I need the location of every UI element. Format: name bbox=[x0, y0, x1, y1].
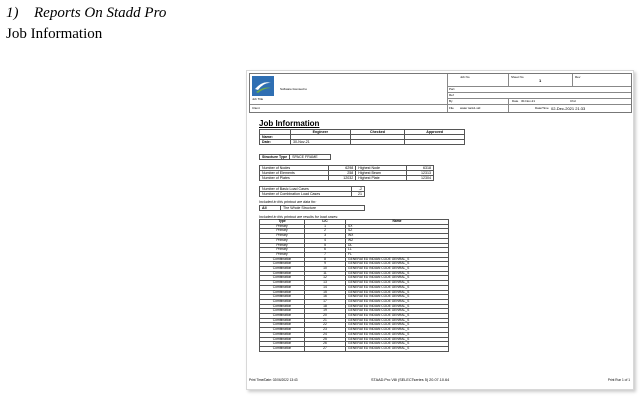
lc-number-cell: 16 bbox=[305, 295, 346, 300]
datetime-value: 02-Dec-2021 21:33 bbox=[551, 106, 586, 111]
lc-type-cell: Combination bbox=[260, 262, 305, 267]
count-value: 12032 bbox=[328, 176, 355, 181]
lc-name-cell: GENERATED INDIAN CODE GENRAL_S bbox=[346, 323, 449, 328]
by-label: By bbox=[449, 99, 453, 103]
approved-cell bbox=[405, 140, 465, 145]
lc-name-cell: WZ bbox=[346, 238, 449, 243]
structure-type-table bbox=[259, 154, 331, 160]
lc-name-cell: GENERATED INDIAN CODE GENRAL_S bbox=[346, 332, 449, 337]
lc-name-cell: GENERATED INDIAN CODE GENRAL_S bbox=[346, 342, 449, 347]
lc-type-cell: Primary bbox=[260, 252, 305, 257]
job-title-label: Job Title bbox=[252, 97, 264, 101]
part-label: Part bbox=[449, 87, 455, 91]
lc-name-cell: SZ bbox=[346, 229, 449, 234]
load-case-table bbox=[259, 219, 449, 352]
count-label: Number of Elements bbox=[260, 171, 329, 176]
client-label: Client bbox=[252, 106, 260, 110]
lc-type-cell: Combination bbox=[260, 314, 305, 319]
lc-number-cell: 12 bbox=[305, 276, 346, 281]
lc-name-cell: GENERATED INDIAN CODE GENRAL_S bbox=[346, 295, 449, 300]
header-divider bbox=[508, 74, 509, 86]
lc-type-cell: Combination bbox=[260, 318, 305, 323]
lc-name-cell: GENERATED INDIAN CODE GENRAL_S bbox=[346, 257, 449, 262]
table-header: Type bbox=[260, 220, 305, 225]
lc-type-cell: Primary bbox=[260, 234, 305, 239]
included-data-value: The Whole Structure bbox=[281, 206, 365, 211]
job-info-table bbox=[259, 129, 465, 145]
lc-number-cell: 14 bbox=[305, 285, 346, 290]
lc-number-cell: 7 bbox=[305, 252, 346, 257]
lc-name-cell: GENERATED INDIAN CODE GENRAL_S bbox=[346, 281, 449, 286]
lc-type-cell: Combination bbox=[260, 281, 305, 286]
count-label: Highest Plate bbox=[356, 176, 406, 181]
lc-type-cell: Combination bbox=[260, 323, 305, 328]
lc-name-cell: GENERATED INDIAN CODE GENRAL_S bbox=[346, 262, 449, 267]
lc-name-cell: SX bbox=[346, 224, 449, 229]
table-row bbox=[260, 140, 465, 145]
footer-center: STAAD.Pro V8i (SELECTseries 5) 20.07.10.64 bbox=[371, 378, 450, 382]
load-cases-count-table bbox=[259, 186, 365, 197]
table-header: L/C bbox=[305, 220, 346, 225]
count-label: Number of Plates bbox=[260, 176, 329, 181]
lc-name-cell: GENERATED INDIAN CODE GENRAL_S bbox=[346, 309, 449, 314]
lc-number-cell: 15 bbox=[305, 290, 346, 295]
lc-number-cell: 13 bbox=[305, 281, 346, 286]
lc-number-cell: 22 bbox=[305, 323, 346, 328]
date-value: 30-Nov-21 bbox=[521, 99, 536, 103]
lc-type-cell: Combination bbox=[260, 285, 305, 290]
count-value: 6298 bbox=[328, 166, 355, 171]
included-data-note: Included in this printout are data for: bbox=[259, 200, 317, 204]
count-value: 258 bbox=[328, 171, 355, 176]
sheet-no-label: Sheet No bbox=[511, 75, 524, 79]
load-count-value: 21 bbox=[351, 192, 364, 197]
row-label: Name: bbox=[260, 135, 291, 140]
software-licensed-label: Software licensed to bbox=[280, 87, 308, 91]
header-divider bbox=[447, 74, 448, 112]
lc-number-cell: 8 bbox=[305, 257, 346, 262]
included-data-label: All bbox=[260, 206, 281, 211]
footer-right: Print Run 1 of 1 bbox=[607, 378, 630, 382]
lc-number-cell: 27 bbox=[305, 346, 346, 351]
lc-name-cell: GENERATED INDIAN CODE GENRAL_S bbox=[346, 290, 449, 295]
report-page bbox=[246, 70, 634, 390]
table-row bbox=[260, 206, 365, 211]
footer-left: Print Time/Date: 02/06/2022 13:43 bbox=[249, 378, 298, 382]
lc-number-cell: 19 bbox=[305, 309, 346, 314]
section-number: 1) bbox=[6, 5, 19, 21]
header-divider bbox=[447, 98, 631, 99]
section-heading bbox=[6, 5, 166, 22]
ref-label: Ref bbox=[449, 93, 454, 97]
lc-type-cell: Combination bbox=[260, 304, 305, 309]
table-row bbox=[260, 192, 365, 197]
rev-label: Rev bbox=[575, 75, 581, 79]
lc-type-cell: Primary bbox=[260, 224, 305, 229]
table-row bbox=[260, 346, 449, 351]
included-data-table bbox=[259, 205, 365, 211]
lc-type-cell: Combination bbox=[260, 257, 305, 262]
staad-logo-icon bbox=[252, 76, 274, 96]
lc-type-cell: Primary bbox=[260, 243, 305, 248]
lc-number-cell: 3 bbox=[305, 234, 346, 239]
lc-name-cell: GENERATED INDIAN CODE GENRAL_S bbox=[346, 337, 449, 342]
lc-name-cell: GENERATED INDIAN CODE GENRAL_S bbox=[346, 318, 449, 323]
header-divider bbox=[572, 74, 573, 86]
table-header: Engineer bbox=[291, 130, 351, 135]
lc-number-cell: 2 bbox=[305, 229, 346, 234]
lc-type-cell: Primary bbox=[260, 248, 305, 253]
lc-number-cell: 5 bbox=[305, 243, 346, 248]
lc-name-cell: GENERATED INDIAN CODE GENRAL_S bbox=[346, 299, 449, 304]
lc-type-cell: Combination bbox=[260, 276, 305, 281]
lc-number-cell: 11 bbox=[305, 271, 346, 276]
count-label: Highest Node bbox=[356, 166, 406, 171]
lc-name-cell: GENERATED INDIAN CODE GENRAL_S bbox=[346, 285, 449, 290]
file-value: water tank1.std bbox=[460, 106, 481, 110]
counts-table bbox=[259, 165, 434, 181]
count-value: 12313 bbox=[406, 171, 433, 176]
lc-name-cell: FL bbox=[346, 252, 449, 257]
engineer-cell: 30-Nov-21 bbox=[291, 140, 351, 145]
lc-type-cell: Combination bbox=[260, 346, 305, 351]
structure-type-label: Structure Type bbox=[260, 155, 290, 160]
lc-name-cell: GENERATED INDIAN CODE GENRAL_S bbox=[346, 304, 449, 309]
lc-type-cell: Combination bbox=[260, 332, 305, 337]
lc-name-cell: GENERATED INDIAN CODE GENRAL_S bbox=[346, 314, 449, 319]
header-divider bbox=[250, 104, 631, 105]
section-title: Reports On Stadd Pro bbox=[34, 5, 167, 21]
structure-type-value: SPACE FRAME bbox=[290, 155, 331, 160]
lc-number-cell: 23 bbox=[305, 328, 346, 333]
header-divider bbox=[447, 92, 631, 93]
lc-name-cell: GENERATED INDIAN CODE GENRAL_S bbox=[346, 346, 449, 351]
report-title: Job Information bbox=[259, 119, 320, 128]
lc-name-cell: LL bbox=[346, 248, 449, 253]
lc-number-cell: 21 bbox=[305, 318, 346, 323]
lc-name-cell: GENERATED INDIAN CODE GENRAL_S bbox=[346, 271, 449, 276]
datetime-label: Date/Time bbox=[535, 106, 549, 110]
lc-number-cell: 25 bbox=[305, 337, 346, 342]
lc-type-cell: Combination bbox=[260, 342, 305, 347]
count-value: 12304 bbox=[406, 176, 433, 181]
file-label: File bbox=[449, 106, 454, 110]
lc-name-cell: GENERATED INDIAN CODE GENRAL_S bbox=[346, 267, 449, 272]
lc-number-cell: 10 bbox=[305, 267, 346, 272]
date-label: Date bbox=[512, 99, 519, 103]
lc-type-cell: Combination bbox=[260, 267, 305, 272]
load-count-value: -2 bbox=[351, 187, 364, 192]
lc-type-cell: Combination bbox=[260, 271, 305, 276]
count-value: 6318 bbox=[406, 166, 433, 171]
lc-number-cell: 9 bbox=[305, 262, 346, 267]
table-header: Checked bbox=[350, 130, 405, 135]
lc-type-cell: Primary bbox=[260, 229, 305, 234]
lc-type-cell: Combination bbox=[260, 328, 305, 333]
table-row bbox=[260, 176, 434, 181]
lc-number-cell: 26 bbox=[305, 342, 346, 347]
lc-type-cell: Primary bbox=[260, 238, 305, 243]
included-results-note: Included in this printout are results for load cases: bbox=[259, 215, 339, 219]
lc-type-cell: Combination bbox=[260, 290, 305, 295]
lc-type-cell: Combination bbox=[260, 299, 305, 304]
lc-number-cell: 4 bbox=[305, 238, 346, 243]
sheet-number: 1 bbox=[539, 78, 542, 83]
lc-number-cell: 24 bbox=[305, 332, 346, 337]
report-header bbox=[249, 73, 632, 113]
lc-type-cell: Combination bbox=[260, 309, 305, 314]
job-no-label: Job No bbox=[460, 75, 470, 79]
lc-name-cell: WX bbox=[346, 234, 449, 239]
chd-label: Chd bbox=[570, 99, 576, 103]
table-row bbox=[260, 155, 331, 160]
load-count-label: Number of Combination Load Cases bbox=[260, 192, 352, 197]
table-header: Name bbox=[346, 220, 449, 225]
lc-name-cell: GENERATED INDIAN CODE GENRAL_S bbox=[346, 276, 449, 281]
row-label: Date: bbox=[260, 140, 291, 145]
count-label: Number of Nodes bbox=[260, 166, 329, 171]
load-count-label: Number of Basic Load Cases bbox=[260, 187, 352, 192]
lc-type-cell: Combination bbox=[260, 295, 305, 300]
lc-name-cell: DL bbox=[346, 243, 449, 248]
count-label: Highest Beam bbox=[356, 171, 406, 176]
lc-name-cell: GENERATED INDIAN CODE GENRAL_S bbox=[346, 328, 449, 333]
lc-number-cell: 18 bbox=[305, 304, 346, 309]
table-header: Approved bbox=[405, 130, 465, 135]
lc-number-cell: 17 bbox=[305, 299, 346, 304]
lc-type-cell: Combination bbox=[260, 337, 305, 342]
lc-number-cell: 1 bbox=[305, 224, 346, 229]
header-divider bbox=[508, 98, 509, 112]
lc-number-cell: 6 bbox=[305, 248, 346, 253]
subsection-heading: Job Information bbox=[6, 26, 103, 42]
checked-cell bbox=[350, 140, 405, 145]
header-divider bbox=[447, 86, 631, 87]
lc-number-cell: 20 bbox=[305, 314, 346, 319]
